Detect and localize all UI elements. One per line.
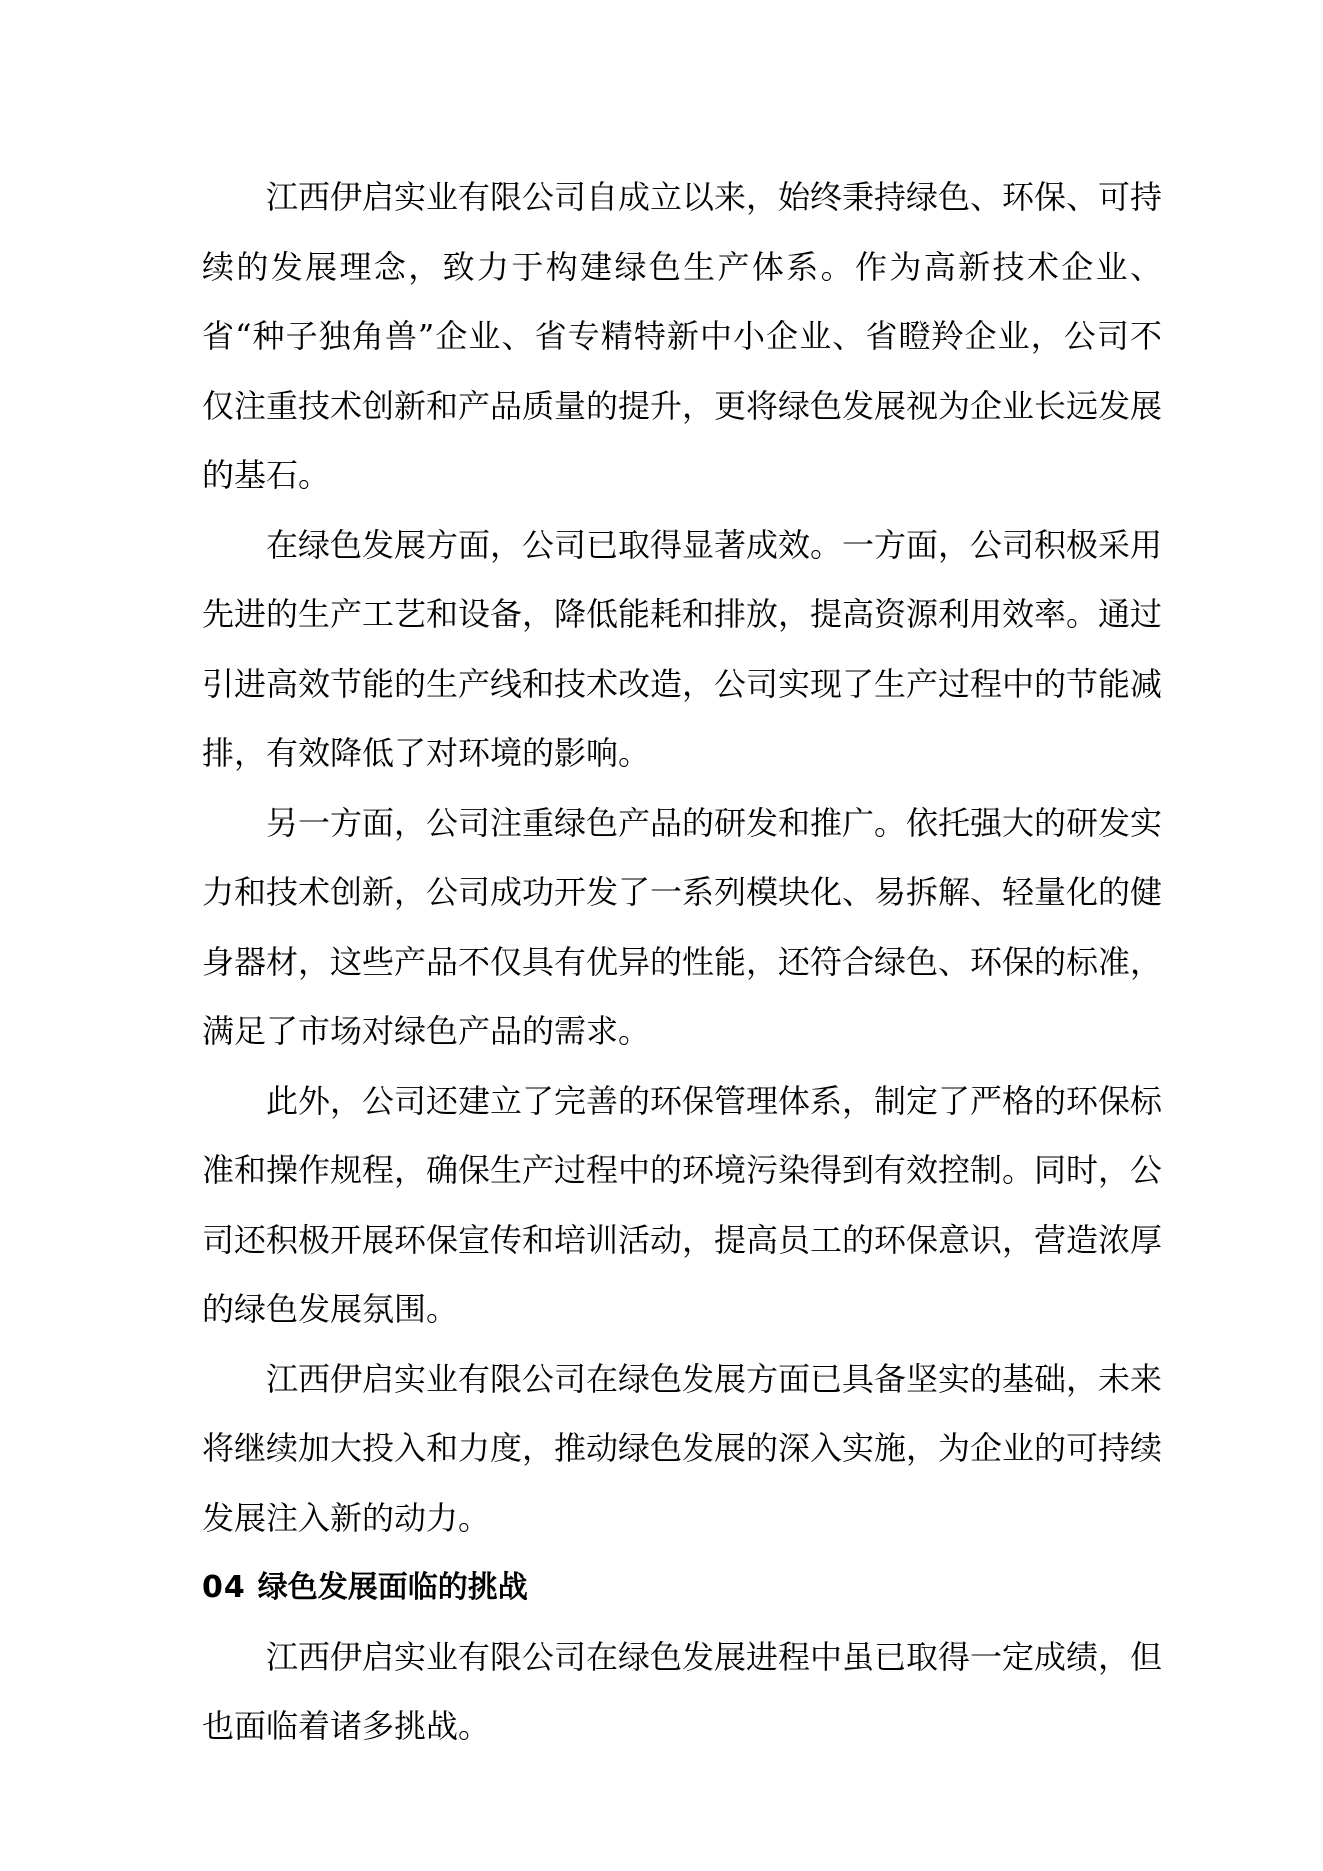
paragraph-environmental-management: 此外，公司还建立了完善的环保管理体系，制定了严格的环保标准和操作规程，确保生产过程中的环境污染得到有效控制。同时，公司还积极开展环保宣传和培训活动，提高员工的环保意识，营造浓厚的绿色发展氛围。 [202, 1081, 1163, 1328]
paragraph-green-products: 另一方面，公司注重绿色产品的研发和推广。依托强大的研发实力和技术创新，公司成功开发了一系列模块化、易拆解、轻量化的健身器材，这些产品不仅具有优异的性能，还符合绿色、环保的标准，满足了市场对绿色产品的需求。 [202, 803, 1163, 1050]
section-title: 绿色发展面临的挑战 [257, 1570, 528, 1605]
paragraph-company-philosophy: 江西伊启实业有限公司自成立以来，始终秉持绿色、环保、可持续的发展理念，致力于构建绿色生产体系。作为高新技术企业、省“种子独角兽”企业、省专精特新中小企业、省瞪羚企业，公司不仅注重技术创新和产品质量的提升，更将绿色发展视为企业长远发展的基石。 [202, 178, 1163, 494]
paragraph-green-achievements: 在绿色发展方面，公司已取得显著成效。一方面，公司积极采用先进的生产工艺和设备，降低能耗和排放，提高资源利用效率。通过引进高效节能的生产线和技术改造，公司实现了生产过程中的节能减排，有效降低了对环境的影响。 [202, 525, 1163, 772]
paragraph-challenges-intro: 江西伊启实业有限公司在绿色发展进程中虽已取得一定成绩，但也面临着诸多挑战。 [202, 1637, 1163, 1745]
section-number: 04 [202, 1570, 246, 1605]
paragraph-future-outlook: 江西伊启实业有限公司在绿色发展方面已具备坚实的基础，未来将继续加大投入和力度，推动绿色发展的深入实施，为企业的可持续发展注入新的动力。 [202, 1359, 1163, 1537]
section-heading-04 [202, 1553, 1162, 1623]
